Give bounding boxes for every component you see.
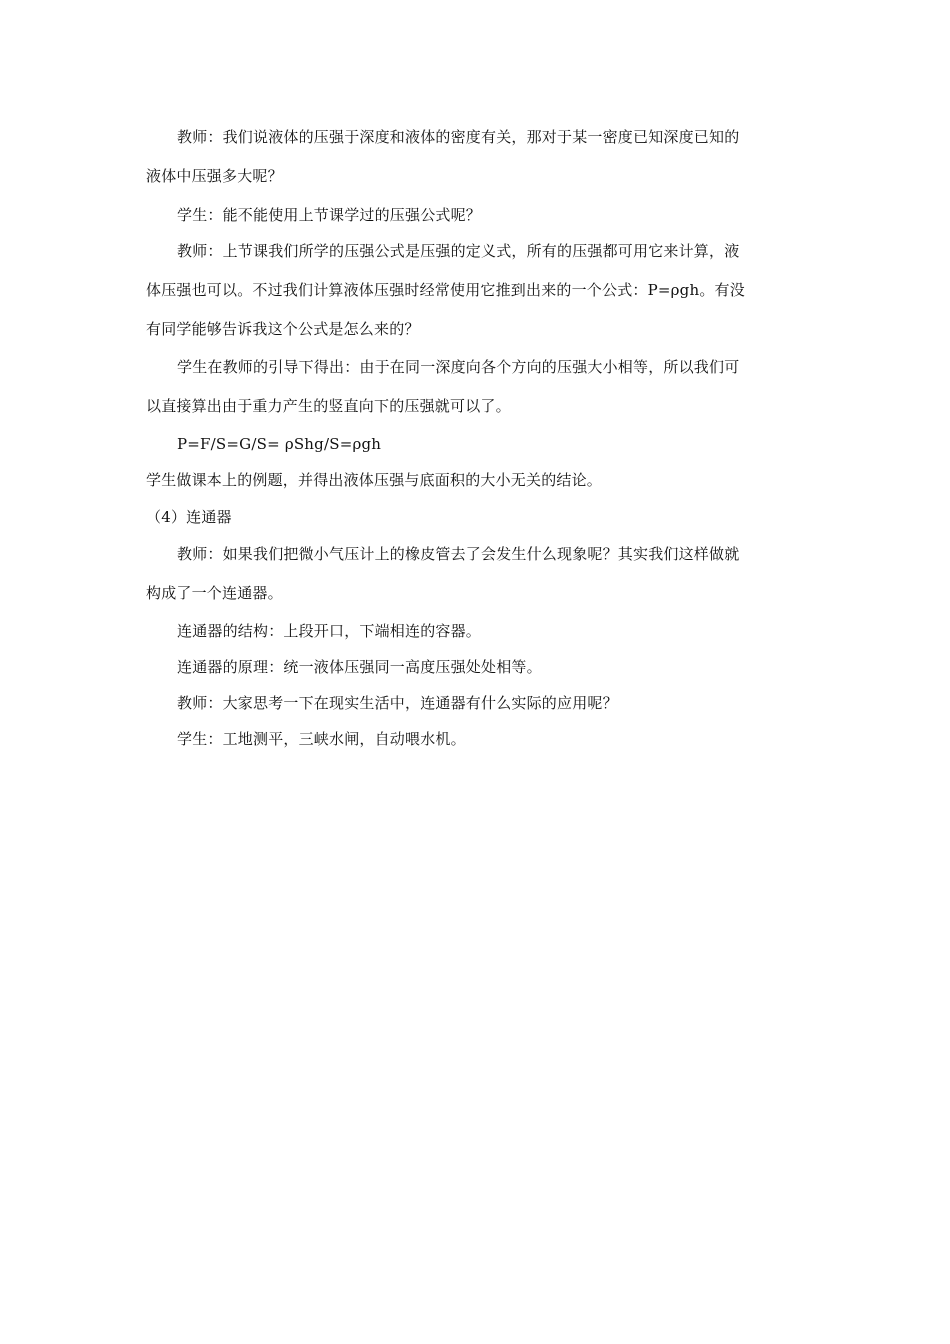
paragraph-line: 体压强也可以。不过我们计算液体压强时经常使用它推到出来的一个公式：P=ρgh。有没 — [146, 281, 745, 299]
paragraph-line: 学生在教师的引导下得出：由于在同一深度向各个方向的压强大小相等，所以我们可 — [177, 358, 740, 376]
paragraph-line: 液体中压强多大呢？ — [146, 167, 283, 185]
paragraph-line: 学生做课本上的例题，并得出液体压强与底面积的大小无关的结论。 — [146, 471, 603, 489]
paragraph-line: 教师：如果我们把微小气压计上的橡皮管去了会发生什么现象呢？其实我们这样做就 — [177, 545, 740, 563]
paragraph-line: 以直接算出由于重力产生的竖直向下的压强就可以了。 — [146, 397, 511, 415]
paragraph-line: 构成了一个连通器。 — [146, 584, 283, 602]
paragraph-line: 学生：能不能使用上节课学过的压强公式呢？ — [177, 206, 482, 224]
paragraph-line: 教师：大家思考一下在现实生活中，连通器有什么实际的应用呢？ — [177, 694, 618, 712]
formula-line: P=F/S=G/S= ρShg/S=ρgh — [177, 435, 382, 453]
paragraph-line: 教师：上节课我们所学的压强公式是压强的定义式，所有的压强都可用它来计算，液 — [177, 242, 740, 260]
paragraph-line: 学生：工地测平，三峡水闸，自动喂水机。 — [177, 730, 466, 748]
section-heading: （4）连通器 — [146, 508, 232, 526]
paragraph-line: 有同学能够告诉我这个公式是怎么来的？ — [146, 320, 420, 338]
paragraph-line: 连通器的原理：统一液体压强同一高度压强处处相等。 — [177, 658, 542, 676]
paragraph-line: 教师：我们说液体的压强于深度和液体的密度有关，那对于某一密度已知深度已知的 — [177, 128, 740, 146]
paragraph-line: 连通器的结构：上段开口，下端相连的容器。 — [177, 622, 482, 640]
